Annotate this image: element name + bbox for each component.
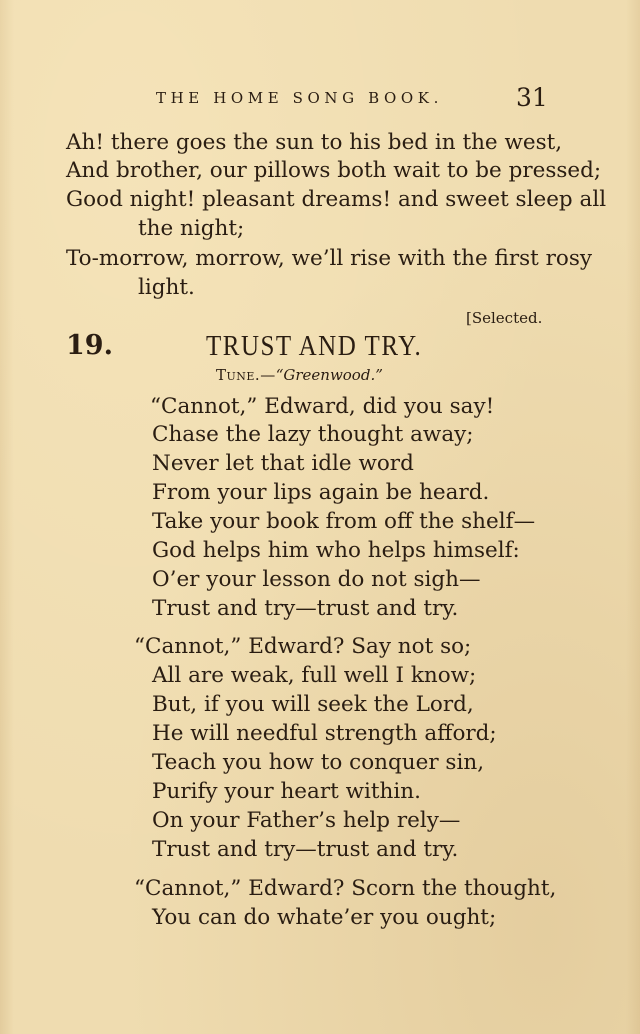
running-head [0,83,640,113]
poem-line: light. [138,275,195,300]
verse-line: You can do whate’er you ought; [152,905,497,930]
tune-label: Tune.— [216,366,276,384]
poem-line: the night; [138,216,245,241]
verse-line: God helps him who helps himself: [152,538,520,563]
verse-line: Chase the lazy thought away; [152,422,474,447]
verse-line: But, if you will seek the Lord, [152,692,474,717]
verse-line: O’er your lesson do not sigh— [152,567,481,592]
poem-line: Good night! pleasant dreams! and sweet sleep all [66,187,607,212]
verse-line: All are weak, full well I know; [152,663,477,688]
verse-line: He will needful strength afford; [152,721,497,746]
selected-credit: [Selected. [466,309,543,327]
poem-line: Ah! there goes the sun to his bed in the west, [66,130,563,155]
verse-line: Purify your heart within. [152,779,421,804]
verse-line: Trust and try—trust and try. [152,837,459,862]
page-number: 31 [516,83,548,112]
verse-line: On your Father’s help rely— [152,808,461,833]
verse-line: “Cannot,” Edward, did you say! [150,394,495,419]
hymn-number: 19. [66,330,113,361]
verse-line: Never let that idle word [152,451,414,476]
poem-line: And brother, our pillows both wait to be pressed; [66,158,602,183]
hymn-title: TRUST AND TRY. [206,331,423,363]
poem-line: To-morrow, morrow, we’ll rise with the first rosy [66,246,593,271]
verse-line: Take your book from off the shelf— [152,509,536,534]
verse-line: From your lips again be heard. [152,480,490,505]
verse-line: “Cannot,” Edward? Say not so; [134,634,472,659]
tune-line [216,366,383,384]
running-title: THE HOME SONG BOOK. [156,89,443,107]
verse-line: “Cannot,” Edward? Scorn the thought, [134,876,557,901]
tune-name: “Greenwood.” [275,366,383,384]
verse-line: Trust and try—trust and try. [152,596,459,621]
verse-line: Teach you how to conquer sin, [152,750,485,775]
